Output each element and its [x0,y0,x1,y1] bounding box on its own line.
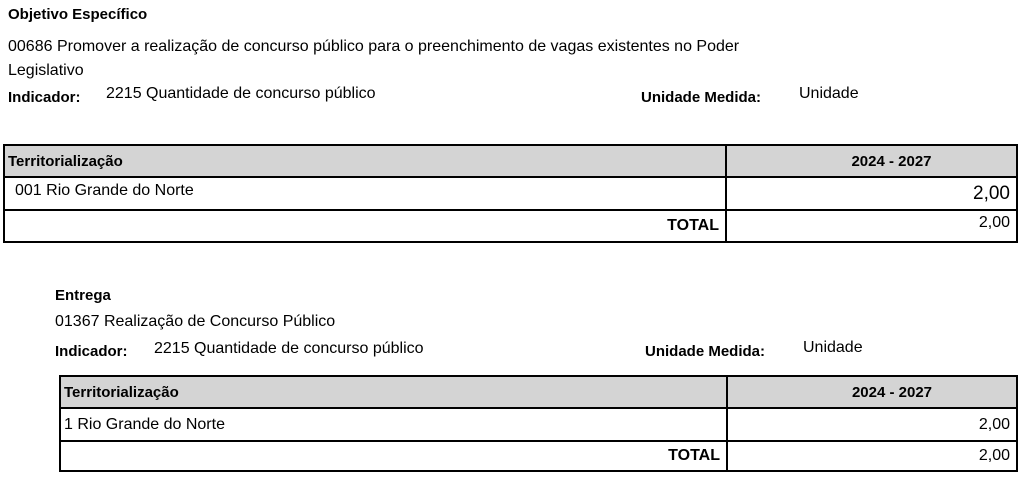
row-territory-label: 1 Rio Grande do Norte [60,408,727,441]
total-label: TOTAL [4,210,726,242]
total-label: TOTAL [60,441,727,471]
objetivo-description-line2: Legislativo [8,62,84,79]
total-value: 2,00 [727,441,1017,471]
objetivo-unidade-label: Unidade Medida: [641,89,762,106]
header-period: 2024 - 2027 [727,376,1017,408]
objetivo-territorializacao-table [3,144,1018,243]
row-territory-value: 2,00 [727,408,1017,441]
entrega-description: 01367 Realização de Concurso Público [55,313,336,330]
header-territorializacao: Territorialização [60,376,727,408]
header-period: 2024 - 2027 [726,145,1017,177]
entrega-unidade-label: Unidade Medida: [645,343,766,360]
objetivo-unidade-value: Unidade [799,85,859,102]
objetivo-especifico-title: Objetivo Específico [8,6,148,23]
entrega-indicador-value: 2215 Quantidade de concurso público [154,340,424,357]
header-territorializacao: Territorialização [4,145,726,177]
table-header-row [4,145,1017,177]
table-total-row [4,210,1017,242]
entrega-title: Entrega [55,287,111,304]
table-total-row [60,441,1017,471]
row-territory-label: 001 Rio Grande do Norte [4,177,726,210]
total-value: 2,00 [726,210,1017,242]
table-header-row [60,376,1017,408]
row-territory-value: 2,00 [726,177,1017,210]
entrega-unidade-value: Unidade [803,339,863,356]
entrega-territorializacao-table [59,375,1018,472]
table-row [60,408,1017,441]
entrega-indicador-label: Indicador: [55,343,128,360]
objetivo-indicador-value: 2215 Quantidade de concurso público [106,85,376,102]
table-row [4,177,1017,210]
objetivo-description-line1: 00686 Promover a realização de concurso público para o preenchimento de vagas existentes no Poder [8,38,740,55]
objetivo-indicador-label: Indicador: [8,89,81,106]
